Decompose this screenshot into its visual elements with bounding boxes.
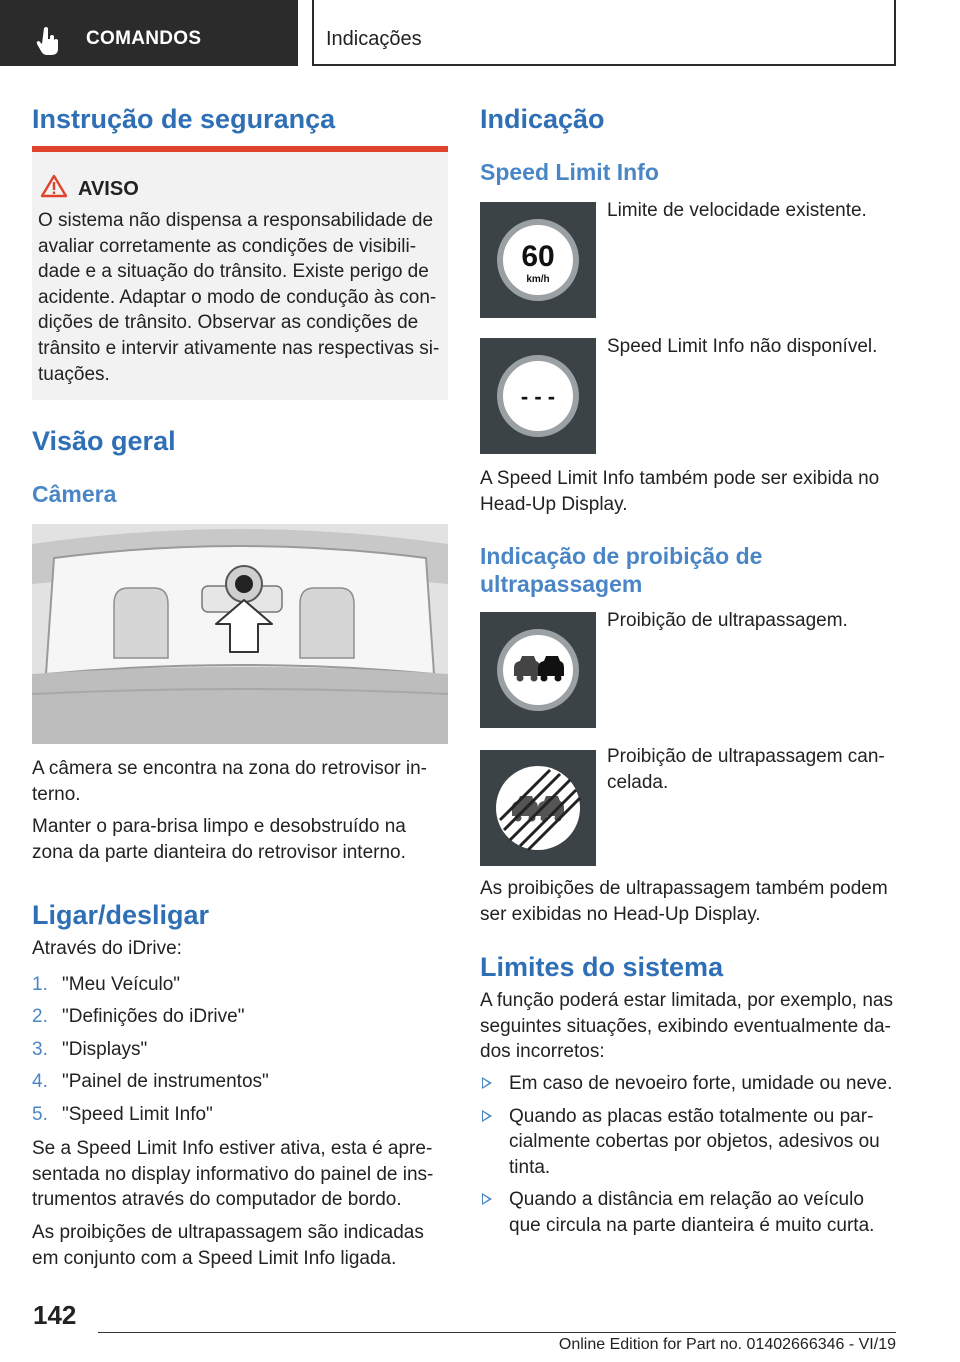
- display-heading: Indicação: [480, 104, 605, 134]
- limit-text: Quando a distância em relação ao veículo que circula na parte dianteira é muito curta.: [509, 1189, 875, 1236]
- overview-heading: Visão geral: [32, 426, 176, 456]
- nopass-caption: Proibição de ultrapassagem.: [607, 610, 848, 631]
- nopass-hud-text: As proibições de ultrapassagem também podem ser exibidas no Head-Up Display.: [480, 878, 888, 925]
- list-item: [480, 1187, 900, 1238]
- speed-number: 60: [521, 240, 555, 273]
- list-item: [32, 1069, 442, 1101]
- camera-heading: Câmera: [32, 481, 117, 507]
- sign-60-caption: Limite de velocidade existente.: [607, 200, 867, 221]
- camera-cleaning-text: Manter o para-brisa limpo e desobstruído na zona da parte dianteira do retrovisor interno.: [32, 816, 406, 863]
- camera-location-text: A câmera se encontra na zona do retrovisor in-terno.: [32, 758, 427, 805]
- list-item: [32, 1037, 442, 1069]
- list-item: [480, 1104, 900, 1181]
- no-overtaking-sign: [480, 612, 596, 728]
- limits-intro: A função poderá estar limitada, por exemplo, nas seguintes situações, exibindo eventualmente da-dos incorretos:: [480, 990, 893, 1063]
- step-number: 1.: [32, 974, 48, 995]
- speed-limit-60-sign: [480, 202, 596, 318]
- no-overtaking-cancelled-sign: [480, 750, 596, 866]
- bullet-triangle-icon: [482, 1077, 492, 1089]
- step-text: "Painel de instrumentos": [62, 1071, 269, 1093]
- list-item: [480, 1071, 900, 1097]
- bullet-triangle-icon: [482, 1193, 492, 1205]
- warning-box: [32, 146, 448, 400]
- edition-text: Online Edition for Part no. 01402666346 - VI/19: [558, 1336, 896, 1353]
- limit-text: Quando as placas estão totalmente ou par-cialmente cobertas por objetos, adesivos ou tinta.: [509, 1105, 880, 1178]
- list-item: [32, 972, 442, 1004]
- step-number: 5.: [32, 1103, 48, 1125]
- step-number: 4.: [32, 1071, 48, 1093]
- camera-location-illustration: [32, 524, 448, 744]
- step-text: "Displays": [62, 1038, 148, 1060]
- safety-heading: Instrução de segurança: [32, 104, 336, 134]
- warning-triangle-icon: [40, 174, 68, 198]
- page-header: [0, 0, 960, 66]
- limits-list: [480, 1071, 900, 1246]
- section-header: [312, 0, 896, 66]
- list-item: [32, 1004, 442, 1036]
- step-text: "Meu Veículo": [62, 974, 181, 995]
- limits-heading: Limites do sistema: [480, 952, 724, 982]
- sign-unavailable-caption: Speed Limit Info não disponível.: [607, 336, 878, 357]
- onoff-steps-list: [32, 972, 442, 1134]
- onoff-display-text: Se a Speed Limit Info estiver ativa, esta é apre-sentada no display informativo do painel de ins-trumentos através do computador de bordo.: [32, 1138, 434, 1211]
- page-number: 142: [33, 1300, 77, 1330]
- nopass-heading: Indicação de proibição de ultrapassagem: [480, 543, 763, 597]
- speed-unit: km/h: [526, 274, 550, 285]
- onoff-intro: Através do iDrive:: [32, 938, 182, 959]
- step-number: 3.: [32, 1038, 48, 1060]
- footer-divider: [98, 1332, 896, 1333]
- bullet-triangle-icon: [482, 1110, 492, 1122]
- unavailable-symbol: - - -: [520, 384, 556, 409]
- nopass-cancel-caption: Proibição de ultrapassagem can-celada.: [607, 746, 885, 793]
- limit-text: Em caso de nevoeiro forte, umidade ou neve.: [509, 1073, 893, 1094]
- onoff-nopass-text: As proibições de ultrapassagem são indicadas em conjunto com a Speed Limit Info ligada.: [32, 1222, 424, 1269]
- step-text: "Definições do iDrive": [62, 1006, 245, 1028]
- hand-pointer-icon: [36, 26, 62, 56]
- list-item: [32, 1102, 442, 1134]
- sli-heading: Speed Limit Info: [480, 159, 659, 185]
- onoff-heading: Ligar/desligar: [32, 900, 210, 930]
- chapter-tab: [0, 0, 298, 66]
- speed-limit-unavailable-sign: [480, 338, 596, 454]
- warning-text: O sistema não dispensa a responsabilidade de avaliar corretamente as condições de visibili-dade e a situação do trânsito. Existe perigo de acidente. Adaptar o modo de condução às con-dições de trânsito. Observar as condições de trânsito e intervir ativamente nas respectivas si-tuações.: [38, 210, 440, 385]
- step-number: 2.: [32, 1006, 48, 1028]
- chapter-label: COMANDOS: [86, 28, 202, 49]
- sli-hud-text: A Speed Limit Info também pode ser exibida no Head-Up Display.: [480, 468, 880, 515]
- section-label: Indicações: [326, 28, 422, 50]
- warning-title: AVISO: [78, 178, 139, 200]
- step-text: "Speed Limit Info": [62, 1103, 213, 1125]
